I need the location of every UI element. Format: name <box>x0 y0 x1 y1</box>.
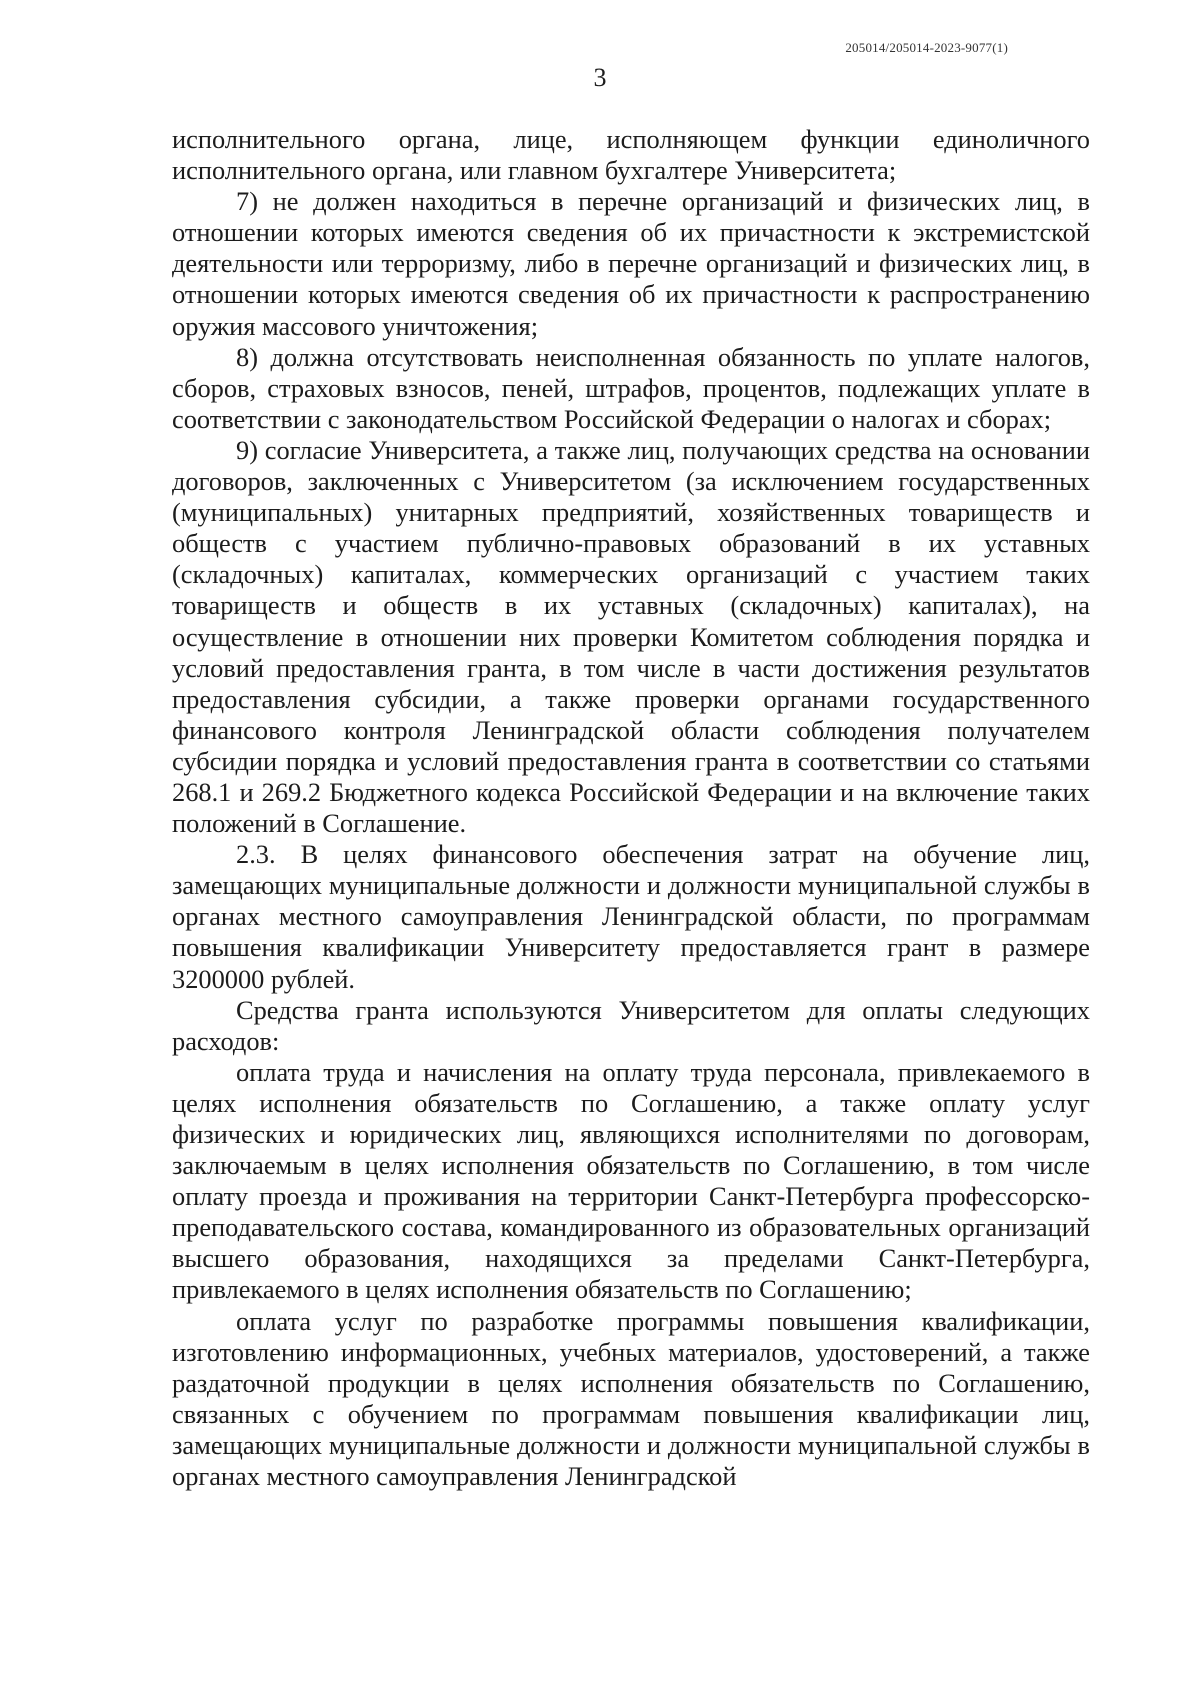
document-id: 205014/205014-2023-9077(1) <box>845 40 1008 55</box>
paragraph-item-7: 7) не должен находиться в перечне организаций и физических лиц, в отношении которых имеются сведения об их причастности к экстремистской деятельности или терроризму, либо в перечне организаций и физических лиц, в отношении которых имеются сведения об их причастности к распространению оружия массового уничтожения; <box>172 186 1090 341</box>
paragraph-continuation: исполнительного органа, лице, исполняющем функции единоличного исполнительного органа, или главном бухгалтере Университета; <box>172 124 1090 186</box>
paragraph-item-8: 8) должна отсутствовать неисполненная обязанность по уплате налогов, сборов, страховых взносов, пеней, штрафов, процентов, подлежащих уплате в соответствии с законодательством Российской Федерации о налогах и сборах; <box>172 341 1090 434</box>
page-number: 3 <box>593 63 607 92</box>
paragraph-grant-usage: Средства гранта используются Университетом для оплаты следующих расходов: <box>172 994 1090 1056</box>
paragraph-services-payment: оплата услуг по разработке программы повышения квалификации, изготовлению информационных, учебных материалов, удостоверений, а также раздаточной продукции в целях исполнения обязательств по Соглашению, связанных с обучением по программам повышения квалификации лиц, замещающих муниципальные должности и должности муниципальной службы в органах местного самоуправления Ленинградской <box>172 1305 1090 1492</box>
document-body <box>172 124 1090 1492</box>
paragraph-labor-payment: оплата труда и начисления на оплату труда персонала, привлекаемого в целях исполнения обязательств по Соглашению, а также оплату услуг физических и юридических лиц, являющихся исполнителями по договорам, заключаемым в целях исполнения обязательств по Соглашению, в том числе оплату проезда и проживания на территории Санкт-Петербурга профессорско-преподавательского состава, командированного из образовательных организаций высшего образования, находящихся за пределами Санкт-Петербурга, привлекаемого в целях исполнения обязательств по Соглашению; <box>172 1056 1090 1305</box>
paragraph-item-9: 9) согласие Университета, а также лиц, получающих средства на основании договоров, заключенных с Университетом (за исключением государственных (муниципальных) унитарных предприятий, хозяйственных товариществ и обществ с участием публично-правовых образований в их уставных (складочных) капиталах, коммерческих организаций с участием таких товариществ и обществ в их уставных (складочных) капиталах), на осуществление в отношении них проверки Комитетом соблюдения порядка и условий предоставления гранта, в том числе в части достижения результатов предоставления субсидии, а также проверки органами государственного финансового контроля Ленинградской области соблюдения получателем субсидии порядка и условий предоставления гранта в соответствии со статьями 268.1 и 269.2 Бюджетного кодекса Российской Федерации и на включение таких положений в Соглашение. <box>172 434 1090 839</box>
paragraph-section-2-3: 2.3. В целях финансового обеспечения затрат на обучение лиц, замещающих муниципальные должности и должности муниципальной службы в органах местного самоуправления Ленинградской области, по программам повышения квалификации Университету предоставляется грант в размере 3200000 рублей. <box>172 839 1090 994</box>
